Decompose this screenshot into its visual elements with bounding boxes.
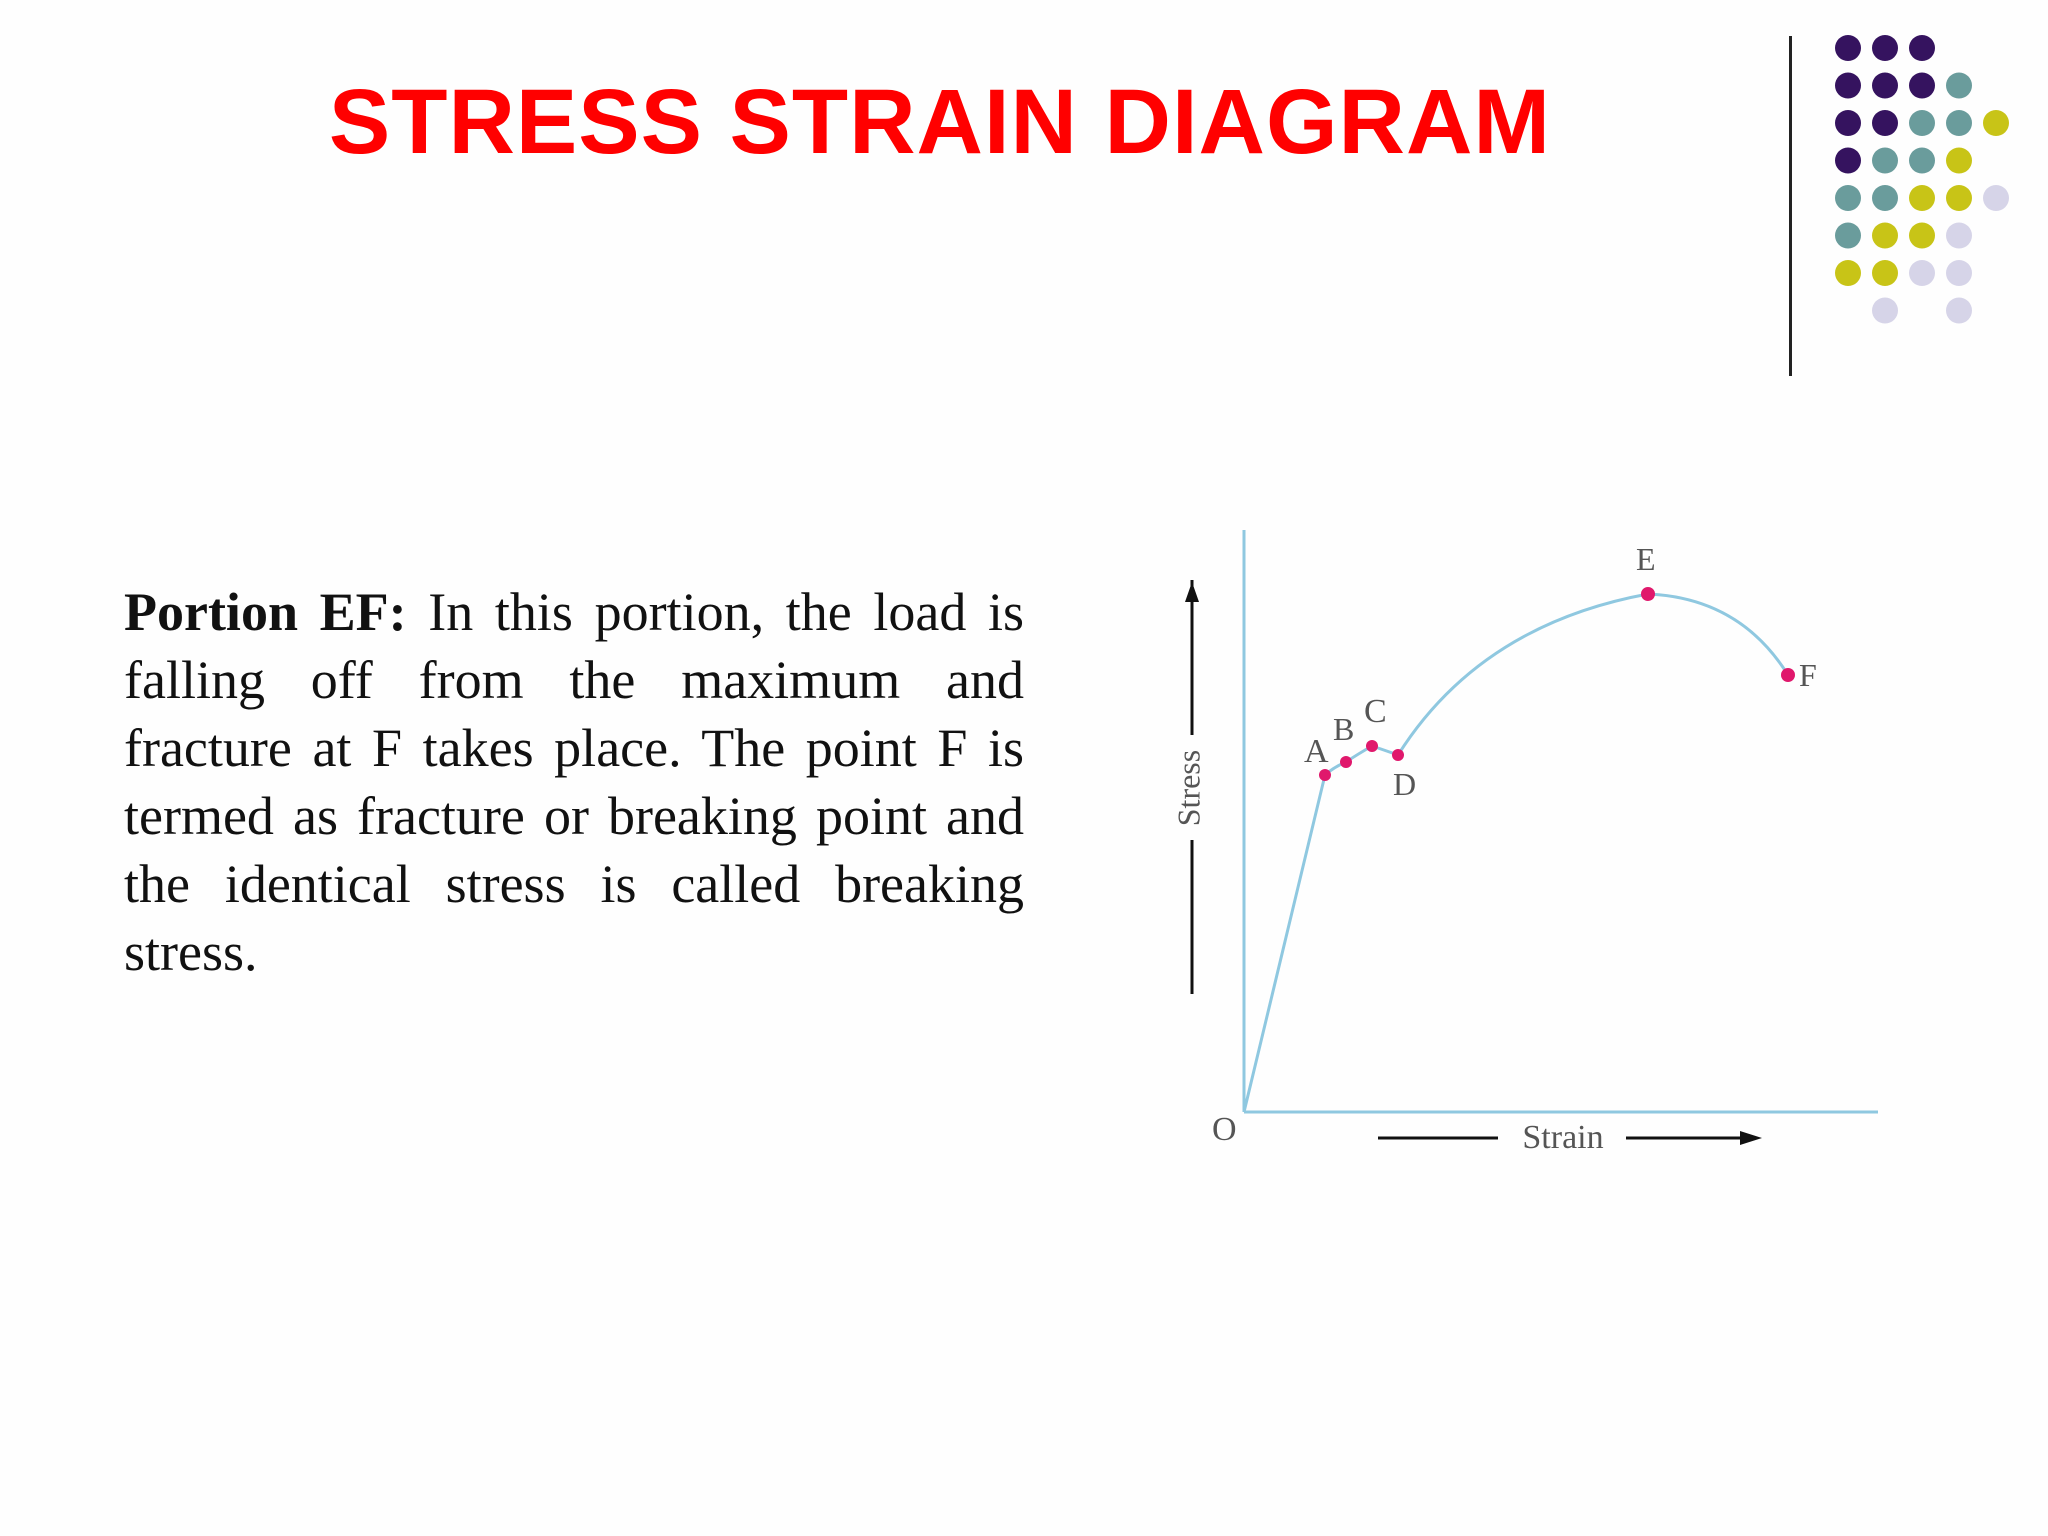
body-text: In this portion, the load is falling off from the maximum and fracture at F takes place. The point F is termed as fracture or breaking point and the identical stress is called breaking stress. xyxy=(124,582,1024,982)
point-f-marker xyxy=(1781,668,1795,682)
decorative-dot xyxy=(1909,148,1935,174)
decorative-dot xyxy=(1872,298,1898,324)
decorative-dot xyxy=(1835,185,1861,211)
origin-label: O xyxy=(1212,1111,1237,1148)
decorative-dot xyxy=(1872,185,1898,211)
point-e-marker xyxy=(1641,587,1655,601)
point-d-marker xyxy=(1392,749,1404,761)
decorative-dot xyxy=(1909,73,1935,99)
point-a-marker xyxy=(1319,769,1331,781)
slide-title: STRESS STRAIN DIAGRAM xyxy=(328,71,1552,173)
point-c-label: C xyxy=(1364,693,1387,730)
decorative-dot xyxy=(1946,148,1972,174)
decorative-dot xyxy=(1835,223,1861,249)
decorative-dot xyxy=(1946,73,1972,99)
body-paragraph xyxy=(124,578,1024,986)
body-lead: Portion EF: xyxy=(124,582,407,642)
decorative-dot xyxy=(1909,35,1935,61)
decorative-dot xyxy=(1946,260,1972,286)
decorative-dot xyxy=(1909,110,1935,136)
point-c-marker xyxy=(1366,740,1378,752)
stress-strain-curve xyxy=(1244,594,1788,1112)
stress-strain-diagram xyxy=(1150,500,1900,1180)
point-b-marker xyxy=(1340,756,1352,768)
point-b-label: B xyxy=(1333,711,1355,747)
decorative-dot xyxy=(1983,185,2009,211)
decorative-dot xyxy=(1909,223,1935,249)
point-e-label: E xyxy=(1636,541,1656,577)
strain-arrowhead xyxy=(1740,1131,1762,1145)
point-a-label: A xyxy=(1304,733,1329,770)
decorative-dot xyxy=(1872,35,1898,61)
point-f-label: F xyxy=(1799,657,1817,693)
y-axis-label: Stress xyxy=(1170,749,1207,827)
decorative-dot xyxy=(1983,110,2009,136)
decorative-dot xyxy=(1872,260,1898,286)
decorative-dot xyxy=(1909,260,1935,286)
decorative-dot xyxy=(1835,35,1861,61)
vertical-divider xyxy=(1789,36,1792,376)
decorative-dot xyxy=(1946,223,1972,249)
decorative-dot xyxy=(1946,110,1972,136)
decorative-dot xyxy=(1946,298,1972,324)
dot-grid-decoration xyxy=(0,0,2048,400)
decorative-dot xyxy=(1909,185,1935,211)
x-axis-label: Strain xyxy=(1522,1118,1604,1156)
decorative-dot xyxy=(1872,223,1898,249)
stress-arrowhead xyxy=(1185,582,1199,602)
decorative-dot xyxy=(1835,260,1861,286)
decorative-dot xyxy=(1946,185,1972,211)
point-d-label: D xyxy=(1393,766,1417,802)
